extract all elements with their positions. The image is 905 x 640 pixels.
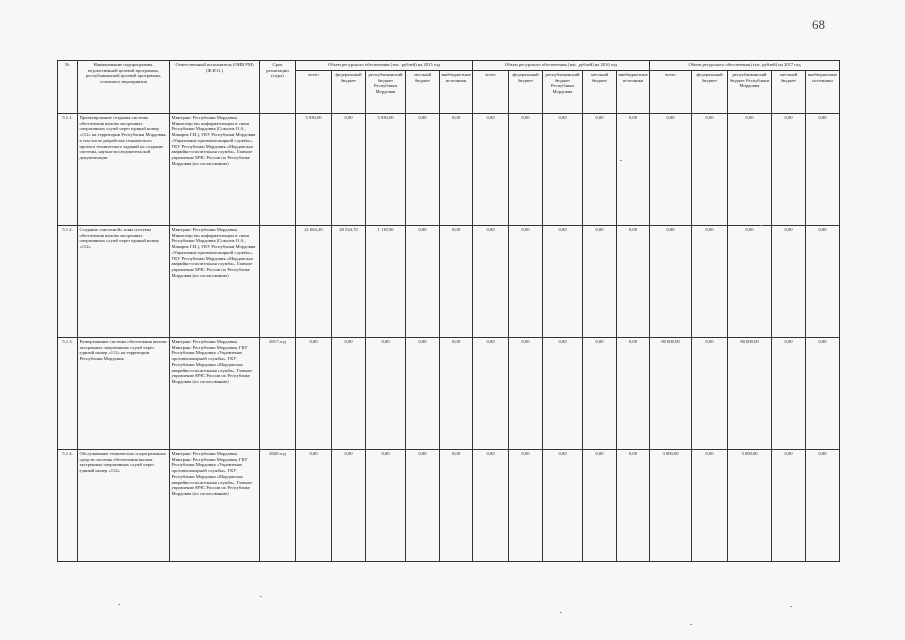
- row-value: 0,00: [692, 450, 728, 562]
- row-value: 0,00: [406, 114, 440, 226]
- row-value: 0,00: [692, 226, 728, 338]
- header-sub-col: федеральный бюджет: [692, 71, 728, 114]
- row-responsible: Минтранс Республики Мордовия, Минтранс Республики Мордовия, ГКУ Республики Мордовия «Управление противопожарной службы», ГКУ Республики Мордовия «Мордовская аварийно-спасательная служба», Главное управление МЧС России по Республике Мордовия (по согласованию): [170, 338, 260, 450]
- row-value: 0,00: [440, 114, 473, 226]
- row-value: 0,00: [617, 338, 650, 450]
- row-value: 0,00: [366, 450, 406, 562]
- row-value: 0,00: [543, 450, 583, 562]
- row-value: 0,00: [366, 338, 406, 450]
- table-row: [58, 226, 840, 338]
- header-sub-col: местный бюджет: [772, 71, 806, 114]
- budget-table: [57, 60, 840, 562]
- row-value: 0,00: [806, 338, 840, 450]
- header-sub-col: внебюджетные источники: [440, 71, 473, 114]
- row-value: 0,00: [440, 450, 473, 562]
- row-value: 1 118,50: [366, 226, 406, 338]
- header-sub-col: местный бюджет: [406, 71, 440, 114]
- header-term: Срок реализации (годы): [260, 61, 296, 114]
- header-group-2017: Объем ресурсного обеспечения (тыс. рублей) на 2017 год: [650, 61, 840, 71]
- row-value: 0,00: [728, 114, 772, 226]
- row-value: 0,00: [473, 338, 509, 450]
- row-value: 0,00: [772, 450, 806, 562]
- row-term: 2020 год: [260, 450, 296, 562]
- row-value: 0,00: [617, 226, 650, 338]
- table-row: [58, 450, 840, 562]
- row-value: 0,00: [473, 226, 509, 338]
- header-sub-col: внебюджетные источники: [617, 71, 650, 114]
- row-value: 0,00: [406, 450, 440, 562]
- header-name: Наименование подпрограммы, ведомственной целевой программы, республиканской целевой программы, основного мероприятия: [78, 61, 170, 114]
- row-value: 0,00: [332, 338, 366, 450]
- header-sub-col: республиканский бюджет Республики Мордовия: [366, 71, 406, 114]
- header-sub-col: федеральный бюджет: [509, 71, 543, 114]
- row-code: 5.1.1.: [58, 114, 78, 226]
- row-value: 20 544,70: [332, 226, 366, 338]
- row-value: 0,00: [772, 226, 806, 338]
- row-value: 0,00: [692, 114, 728, 226]
- header-sub-col: республиканский бюджет Республики Мордовия: [543, 71, 583, 114]
- row-value: 0,00: [772, 338, 806, 450]
- row-value: 21 663,20: [296, 226, 332, 338]
- header-group-2015: Объем ресурсного обеспечения (тыс. рублей) на 2015 год: [296, 61, 473, 71]
- row-value: 0,00: [509, 114, 543, 226]
- header-group-2016: Объем ресурсного обеспечения (тыс. рублей) на 2016 год: [473, 61, 650, 71]
- row-value: 0,00: [406, 226, 440, 338]
- row-value: 0,00: [728, 226, 772, 338]
- row-value: 0,00: [543, 338, 583, 450]
- row-code: 5.1.2.: [58, 226, 78, 338]
- row-value: 5 930,00: [296, 114, 332, 226]
- row-term: [260, 226, 296, 338]
- page-number: 68: [812, 17, 825, 32]
- row-responsible: Минтранс Республики Мордовия, Министерство информатизации и связи Республики Мордовия (Соколов О.А., Макаров Г.И.), ГКУ Республики Мордовия «Управление противопожарной службы», ГКУ Республики Мордовия «Мордовская аварийно-спасательная служба», Главное управление МЧС России по Республике Мордовия (по согласованию): [170, 114, 260, 226]
- row-value: 0,00: [583, 450, 617, 562]
- row-name: Создание «пилотной» зоны системы обеспечения вызова экстренных оперативных служб через единый номер «112»: [78, 226, 170, 338]
- row-responsible: Минтранс Республики Мордовия, Минтранс Республики Мордовия, ГКУ Республики Мордовия «Управление противопожарной службы», ГКУ Республики Мордовия «Мордовская аварийно-спасательная служба», Главное управление МЧС России по Республике Мордовия (по согласованию): [170, 450, 260, 562]
- row-value: 0,00: [692, 338, 728, 450]
- row-value: 0,00: [473, 114, 509, 226]
- header-sub-col: местный бюджет: [583, 71, 617, 114]
- row-name: Развертывание системы обеспечения вызова экстренных оперативных служб через единый номер «112» на территории Республики Мордовия: [78, 338, 170, 450]
- row-value: 0,00: [650, 114, 692, 226]
- row-value: 0,00: [806, 114, 840, 226]
- row-value: 0,00: [440, 338, 473, 450]
- row-name: Обслуживание технических и программных средств системы обеспечения вызова экстренных оперативных служб через единый номер «112»: [78, 450, 170, 562]
- header-sub-col: внебюджетные источники: [806, 71, 840, 114]
- row-value: 0,00: [406, 338, 440, 450]
- row-value: 0,00: [583, 114, 617, 226]
- row-value: 0,00: [617, 114, 650, 226]
- table-body: [58, 114, 840, 562]
- row-value: 3 000,00: [728, 450, 772, 562]
- row-value: 0,00: [296, 450, 332, 562]
- row-value: 3 000,00: [650, 450, 692, 562]
- row-code: 5.1.4.: [58, 450, 78, 562]
- row-value: 0,00: [543, 226, 583, 338]
- row-value: 0,00: [583, 338, 617, 450]
- row-value: 0,00: [509, 338, 543, 450]
- row-value: 0,00: [617, 450, 650, 562]
- header-sub-col: всего: [473, 71, 509, 114]
- header-responsible: Ответственный исполнитель (ОИВ РМ) (Ф.И.О.): [170, 61, 260, 114]
- row-value: 80 000,00: [728, 338, 772, 450]
- row-value: 0,00: [296, 338, 332, 450]
- row-value: 0,00: [543, 114, 583, 226]
- row-term: 2017 год: [260, 338, 296, 450]
- header-sub-col: федеральный бюджет: [332, 71, 366, 114]
- header-number: №: [58, 61, 78, 114]
- row-value: 0,00: [332, 450, 366, 562]
- row-value: 0,00: [332, 114, 366, 226]
- row-value: 0,00: [772, 114, 806, 226]
- row-responsible: Минтранс Республики Мордовия, Министерство информатизации и связи Республики Мордовия (Соколов О.А., Макаров Г.И.), ГКУ Республики Мордовия «Управление противопожарной службы», ГКУ Республики Мордовия «Мордовская аварийно-спасательная служба», Главное управление МЧС России по Республике Мордовия (по согласованию): [170, 226, 260, 338]
- row-value: 5 930,00: [366, 114, 406, 226]
- row-value: 0,00: [806, 450, 840, 562]
- row-value: 0,00: [509, 450, 543, 562]
- row-value: 0,00: [806, 226, 840, 338]
- row-name: Проектирование создания системы обеспечения вызова экстренных оперативных служб через единый номер «112» на территории Республики Мордовия, в том числе разработка технического проекта технического заданий на создание системы, научно-исследовательской документации: [78, 114, 170, 226]
- header-sub-col: всего: [650, 71, 692, 114]
- table-row: [58, 114, 840, 226]
- row-value: 0,00: [583, 226, 617, 338]
- row-value: 0,00: [473, 450, 509, 562]
- row-value: 0,00: [509, 226, 543, 338]
- row-code: 5.1.3.: [58, 338, 78, 450]
- header-sub-col: республиканский бюджет Республики Мордовия: [728, 71, 772, 114]
- row-value: 0,00: [650, 226, 692, 338]
- row-value: 0,00: [440, 226, 473, 338]
- row-value: 80 000,00: [650, 338, 692, 450]
- table-row: [58, 338, 840, 450]
- header-sub-col: всего: [296, 71, 332, 114]
- row-term: [260, 114, 296, 226]
